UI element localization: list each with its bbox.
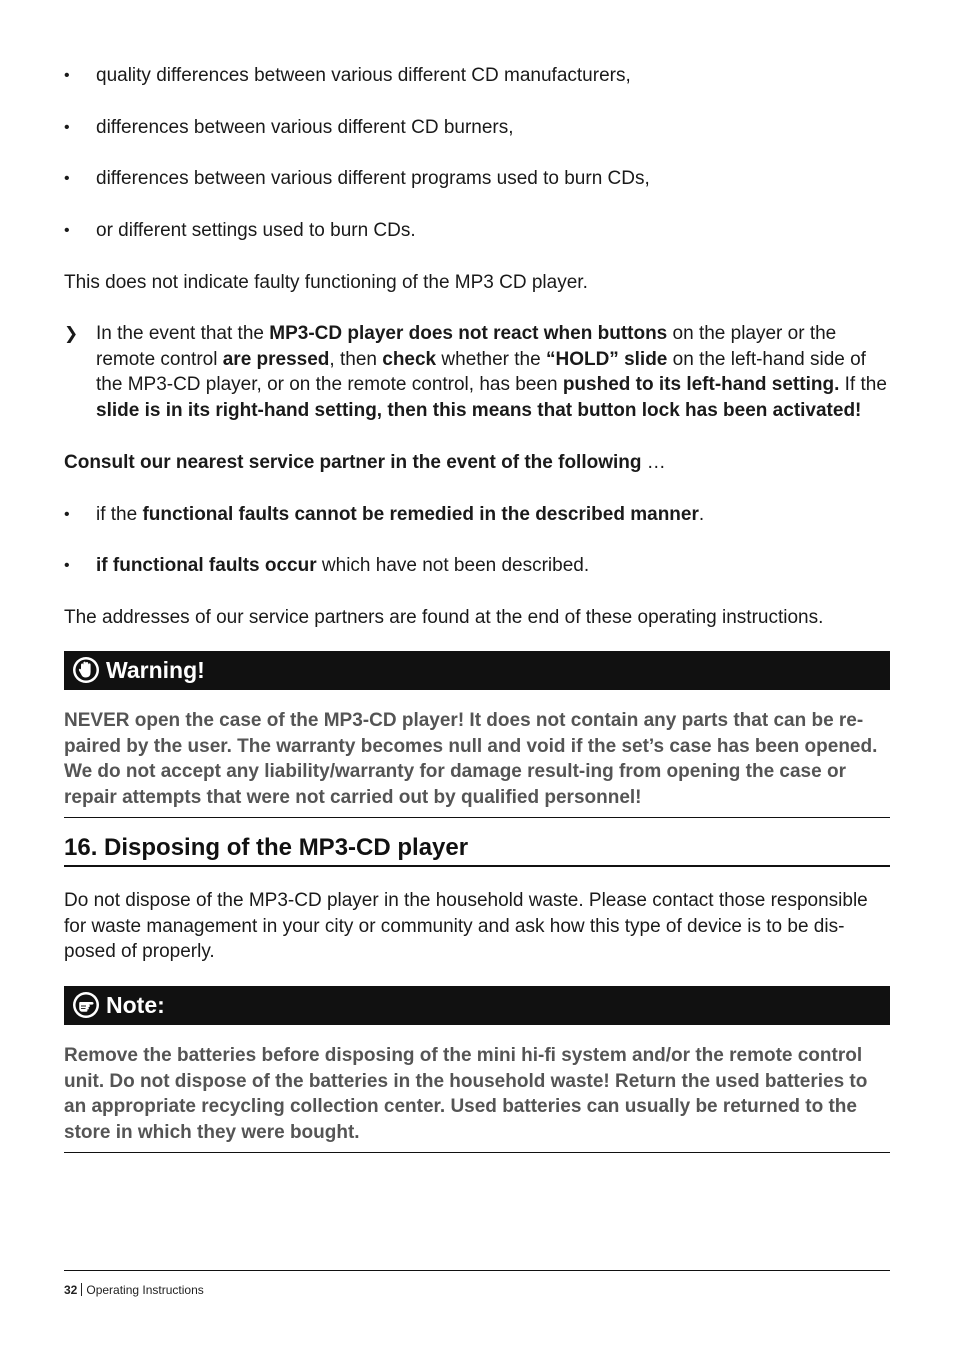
list-item: or different settings used to burn CDs. bbox=[96, 220, 416, 241]
footer bbox=[64, 1283, 204, 1298]
note-bar bbox=[64, 986, 890, 1025]
warning-bar bbox=[64, 651, 890, 690]
bullet-marker: • bbox=[64, 170, 70, 187]
bullet-marker: • bbox=[64, 67, 70, 84]
addresses-note: The addresses of our service partners are found at the end of these operating instructions. bbox=[64, 607, 824, 628]
note-title: Note: bbox=[106, 992, 165, 1018]
section-underline bbox=[64, 865, 890, 867]
note-divider bbox=[64, 1152, 890, 1153]
section-heading: 16. Disposing of the MP3-CD player bbox=[64, 834, 469, 861]
bullet-marker: • bbox=[64, 222, 70, 239]
footer-label: Operating Instructions bbox=[86, 1283, 204, 1297]
consult-heading: Consult our nearest service partner in the event of the following … bbox=[64, 452, 666, 473]
bullet-marker: • bbox=[64, 506, 70, 523]
arrow-icon: ❯ bbox=[64, 324, 79, 343]
stop-hand-icon bbox=[72, 656, 100, 684]
disposal-paragraph: Do not dispose of the MP3-CD player in the household waste. Please contact those responsible for waste management in your city or community and ask how this type of device is to be dis- posed of properly. bbox=[64, 890, 868, 963]
list-item: quality differences between various different CD manufacturers, bbox=[96, 65, 631, 86]
bullet-marker: • bbox=[64, 557, 70, 574]
bullet-marker: • bbox=[64, 119, 70, 136]
footer-rule bbox=[64, 1270, 890, 1271]
note-text: Remove the batteries before disposing of the mini hi-fi system and/or the remote control unit. Do not dispose of the batteries in the household waste! Return the used batteries to an appropriate recycling collection center. Used batteries can usually be returned to the store in which they were bought. bbox=[64, 1045, 868, 1144]
pointing-hand-icon bbox=[72, 991, 100, 1019]
warning-text: NEVER open the case of the MP3-CD player! It does not contain any parts that can be re- paired by the user. The warranty becomes null and void if the set’s case has been opened. We do not accept any liability/warranty for damage result-ing from opening the case or repair attempts that were not carried out by qualified personnel! bbox=[64, 710, 878, 809]
list-item: if functional faults occur which have not been described. bbox=[96, 555, 590, 576]
warning-title: Warning! bbox=[106, 657, 205, 683]
faulty-note: This does not indicate faulty functioning of the MP3 CD player. bbox=[64, 272, 588, 293]
warning-divider bbox=[64, 817, 890, 818]
list-item: differences between various different programs used to burn CDs, bbox=[96, 168, 650, 189]
page-number: 32 bbox=[64, 1283, 78, 1297]
hold-instruction: In the event that the MP3-CD player does not react when buttons on the player or the remote control are pressed, then check whether the “HOLD” slide on the left-hand side of the MP3-CD player, or on the remote control, has been pushed to its left-hand setting. If the slide is in its right-hand setting, then this means that button lock has been activated! bbox=[96, 323, 887, 422]
list-item: differences between various different CD burners, bbox=[96, 117, 514, 138]
list-item: if the functional faults cannot be remedied in the described manner. bbox=[96, 504, 705, 525]
